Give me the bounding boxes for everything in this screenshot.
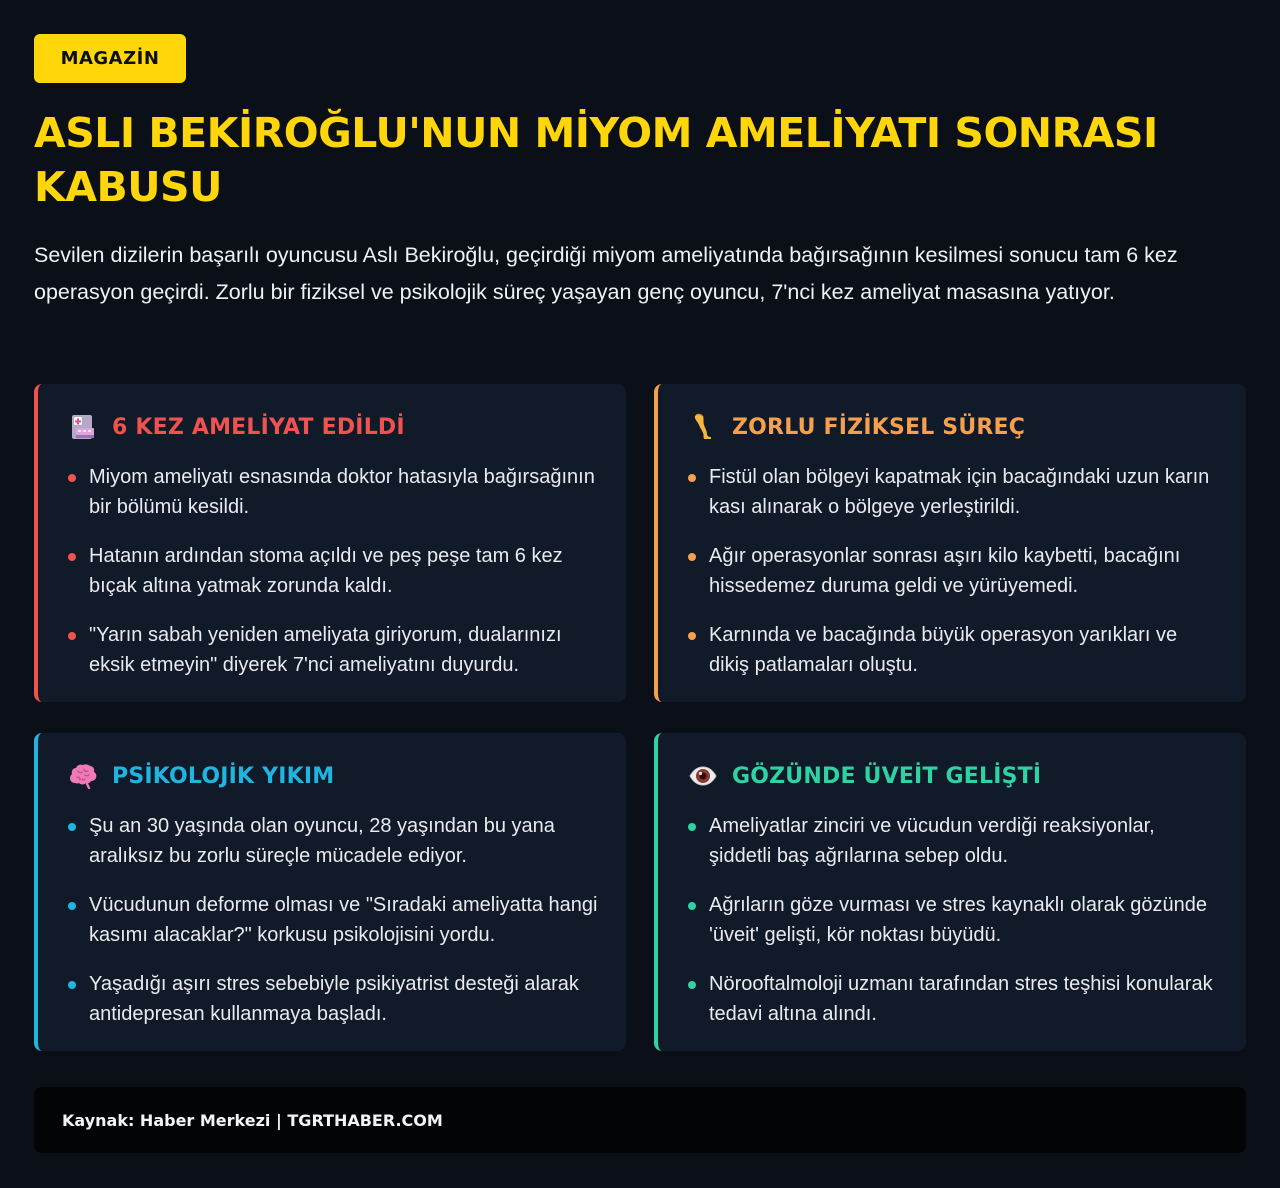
card-psychological: [34, 733, 626, 1051]
bullet-list: [688, 462, 1222, 680]
bullet-dot: [68, 823, 76, 831]
bullet-text: Miyom ameliyatı esnasında doktor hatasıyla bağırsağının bir bölümü kesildi.: [89, 466, 595, 518]
bullet-list: [68, 462, 602, 680]
intro-paragraph: Sevilen dizilerin başarılı oyuncusu Aslı Bekiroğlu, geçirdiği miyom ameliyatında bağırsağının kesilmesi sonucu tam 6 kez operasyon geçirdi. Zorlu bir fiziksel ve psikolojik süreç yaşayan genç oyuncu, 7'nci kez ameliyat masasına yatıyor.: [34, 243, 1178, 304]
card-surgeries: [34, 384, 626, 702]
card-header: [68, 410, 602, 444]
list-item: [68, 969, 602, 1029]
bullet-dot: [688, 474, 696, 482]
bullet-text: Ağır operasyonlar sonrası aşırı kilo kaybetti, bacağını hissedemez duruma geldi ve yürüyemedi.: [709, 545, 1181, 597]
bullet-dot: [68, 902, 76, 910]
list-item: [688, 620, 1222, 680]
list-item: [688, 811, 1222, 871]
list-item: [68, 541, 602, 601]
card-header: [688, 759, 1222, 793]
bullet-dot: [68, 981, 76, 989]
bullet-text: Hatanın ardından stoma açıldı ve peş peşe tam 6 kez bıçak altına yatmak zorunda kaldı.: [89, 545, 563, 597]
bullet-text: Yaşadığı aşırı stres sebebiyle psikiyatrist desteği alarak antidepresan kullanmaya başladı.: [89, 973, 579, 1025]
hospital-icon: [68, 412, 98, 442]
card-header: [688, 410, 1222, 444]
bullet-text: Vücudunun deforme olması ve "Sıradaki ameliyatta hangi kasımı alacaklar?" korkusu psikolojisini yordu.: [89, 894, 598, 946]
bullet-text: "Yarın sabah yeniden ameliyata giriyorum, dualarınızı eksik etmeyin" diyerek 7'nci ameliyatını duyurdu.: [89, 624, 562, 676]
card-eye: [654, 733, 1246, 1051]
card-title: 6 KEZ AMELİYAT EDİLDİ: [112, 414, 405, 440]
list-item: [688, 541, 1222, 601]
source-text: Kaynak: Haber Merkezi | TGRTHABER.COM: [62, 1110, 443, 1130]
bullet-dot: [68, 553, 76, 561]
card-title: ZORLU FİZİKSEL SÜREÇ: [732, 414, 1026, 440]
list-item: [688, 462, 1222, 522]
bullet-text: Karnında ve bacağında büyük operasyon yarıkları ve dikiş patlamaları oluştu.: [709, 624, 1178, 676]
list-item: [688, 890, 1222, 950]
card-title: GÖZÜNDE ÜVEİT GELİŞTİ: [732, 763, 1042, 789]
bullet-dot: [68, 474, 76, 482]
list-item: [68, 462, 602, 522]
card-title: PSİKOLOJİK YIKIM: [112, 763, 335, 789]
eye-icon: [688, 761, 718, 791]
bullet-list: [68, 811, 602, 1029]
bullet-text: Ağrıların göze vurması ve stres kaynaklı olarak gözünde 'üveit' gelişti, kör noktası büyüdü.: [709, 894, 1208, 946]
category-badge: MAGAZİN: [34, 34, 186, 83]
bullet-text: Ameliyatlar zinciri ve vücudun verdiği reaksiyonlar, şiddetli baş ağrılarına sebep oldu.: [709, 815, 1155, 867]
list-item: [68, 620, 602, 680]
bullet-text: Fistül olan bölgeyi kapatmak için bacağındaki uzun karın kası alınarak o bölgeye yerleştirildi.: [709, 466, 1210, 518]
card-physical: [654, 384, 1246, 702]
bullet-text: Nörooftalmoloji uzmanı tarafından stres teşhisi konularak tedavi altına alındı.: [709, 973, 1213, 1025]
bullet-dot: [68, 632, 76, 640]
bullet-dot: [688, 632, 696, 640]
bullet-list: [688, 811, 1222, 1029]
bullet-dot: [688, 823, 696, 831]
leg-icon: [688, 412, 718, 442]
list-item: [68, 811, 602, 871]
bullet-text: Şu an 30 yaşında olan oyuncu, 28 yaşından bu yana aralıksız bu zorlu süreçle mücadele ediyor.: [89, 815, 555, 867]
list-item: [688, 969, 1222, 1029]
bullet-dot: [688, 902, 696, 910]
list-item: [68, 890, 602, 950]
source-footer: [34, 1087, 1246, 1153]
headline: ASLI BEKİROĞLU'NUN MİYOM AMELİYATI SONRASI KABUSU: [34, 109, 1158, 211]
card-header: [68, 759, 602, 793]
brain-icon: [68, 761, 98, 791]
bullet-dot: [688, 553, 696, 561]
bullet-dot: [688, 981, 696, 989]
